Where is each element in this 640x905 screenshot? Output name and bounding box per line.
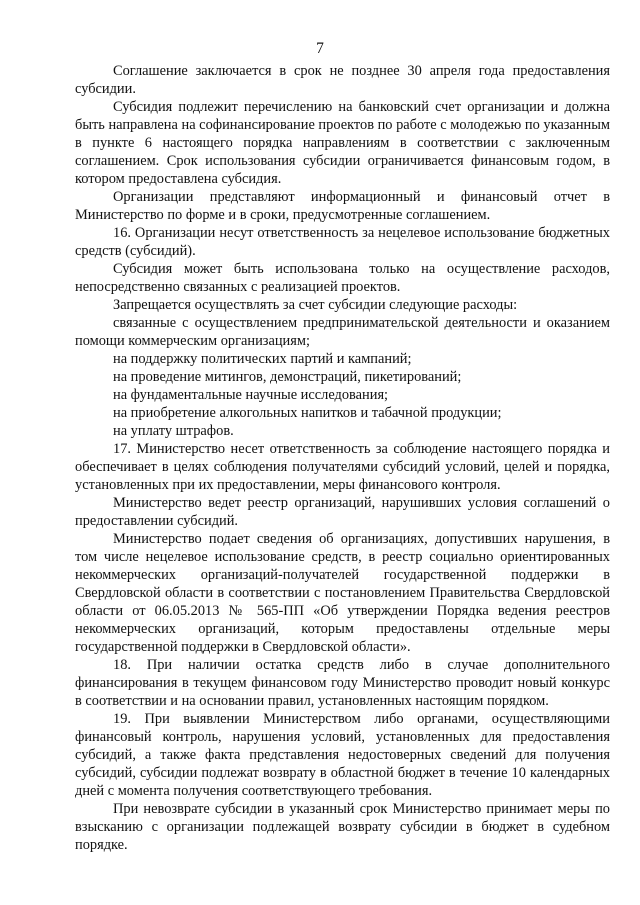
paragraph-clause-16: 16. Организации несут ответственность за нецелевое использование бюджетных средств (субсидий). — [75, 225, 610, 259]
list-item-political: на поддержку политических партий и кампаний; — [113, 351, 412, 367]
paragraph-clause-17: 17. Министерство несет ответственность за соблюдение настоящего порядка и обеспечивает в целях соблюдения получателями субсидий условий, целей и порядка, установленных при их предоставлении, меры финансового контроля. — [75, 441, 610, 493]
paragraph-subsidy-usage: Субсидия может быть использована только на осуществление расходов, непосредственно связанных с реализацией проектов. — [75, 261, 610, 295]
paragraph-subsidy-transfer: Субсидия подлежит перечислению на банковский счет организации и должна быть направлена на софинансирование проектов по работе с молодежью по указанным в пункте 6 настоящего порядка направлениям в соответствии с заключенным соглашением. Срок использования субсидии ограничивается финансовым годом, в котором предоставлена субсидия. — [75, 99, 610, 187]
paragraph-violators-registry: Министерство ведет реестр организаций, нарушивших условия соглашений о предоставлении субсидий. — [75, 495, 610, 529]
list-item-fines: на уплату штрафов. — [113, 423, 234, 439]
list-item-research: на фундаментальные научные исследования; — [113, 387, 389, 403]
paragraph-reporting: Организации представляют информационный и финансовый отчет в Министерство по форме и в сроки, предусмотренные соглашением. — [75, 189, 610, 223]
paragraph-registry-submission: Министерство подает сведения об организациях, допустивших нарушения, в том числе нецелевое использование средств, в реестр социально ориентированных некоммерческих организаций-получателей государственной поддержки в Свердловской области в соответствии с постановлением Правительства Свердловской области от 06.05.2013 № 565-ПП «Об утверждении Порядка ведения реестров некоммерческих организаций, которым предоставлены отдельные меры государственной поддержки в Свердловской области». — [75, 531, 610, 655]
list-item-commercial: связанные с осуществлением предпринимательской деятельности и оказанием помощи коммерческим организациям; — [75, 315, 610, 349]
paragraph-clause-18: 18. При наличии остатка средств либо в случае дополнительного финансирования в текущем финансовом году Министерство проводит новый конкурс в соответствии и на основании правил, установленных настоящим порядком. — [75, 657, 610, 709]
list-item-alcohol-tobacco: на приобретение алкогольных напитков и табачной продукции; — [113, 405, 502, 421]
paragraph-clause-19: 19. При выявлении Министерством либо органами, осуществляющими финансовый контроль, нарушения условий, установленных для предоставления субсидий, а также факта представления недостоверных сведений для получения субсидий, субсидии подлежат возврату в областной бюджет в течение 10 календарных дней с момента получения соответствующего требования. — [75, 711, 610, 799]
paragraph-agreement-deadline: Соглашение заключается в срок не позднее 30 апреля года предоставления субсидии. — [75, 63, 610, 97]
document-body — [75, 62, 610, 854]
paragraph-prohibited-expenses: Запрещается осуществлять за счет субсидии следующие расходы: — [113, 297, 518, 313]
page-number: 7 — [316, 40, 324, 57]
list-item-rallies: на проведение митингов, демонстраций, пикетирований; — [113, 369, 462, 385]
paragraph-non-return: При невозврате субсидии в указанный срок Министерство принимает меры по взысканию с организации подлежащей возврату субсидии в бюджет в судебном порядке. — [75, 801, 610, 853]
